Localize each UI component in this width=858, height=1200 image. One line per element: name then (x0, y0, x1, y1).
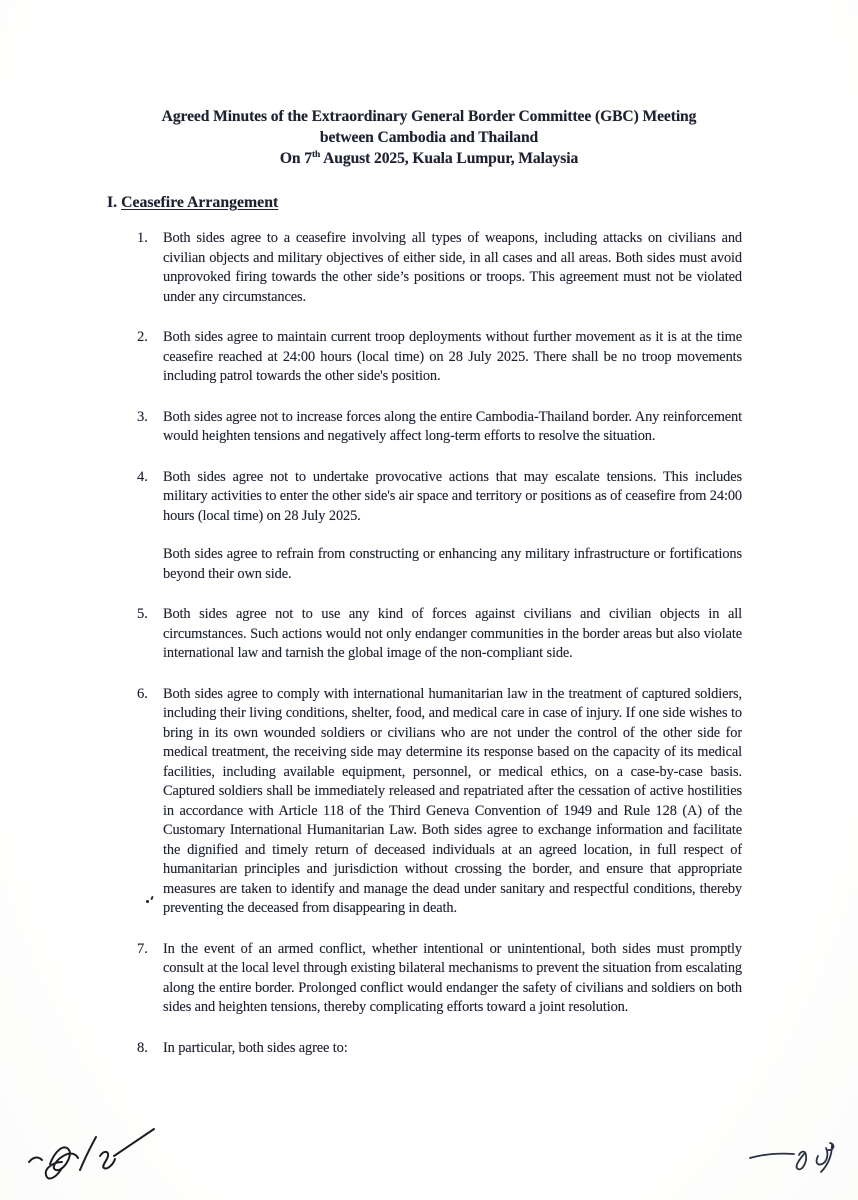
list-item-1 (137, 229, 742, 307)
item-number: 8. (137, 1039, 148, 1056)
signature-right-handwritten-initials (748, 1136, 844, 1178)
numbered-list (137, 229, 742, 1058)
item-number: 5. (137, 606, 148, 622)
title-date-prefix: On 7 (279, 150, 312, 167)
signature-left-handwritten-initials (24, 1108, 158, 1186)
list-item-2 (137, 328, 742, 387)
item-text: Both sides agree not to undertake provocative actions that may escalate tensions. This includes military activities to enter the other side's air space and territory or positions as of ceasefire from 24:00 hours (local time) on 28 July 2025. (163, 468, 742, 524)
section-heading (107, 194, 858, 212)
section-title: Ceasefire Arrangement (121, 194, 279, 211)
item-text: Both sides agree to maintain current troop deployments without further movement as it is at the time ceasefire reached at 24:00 hours (local time) on 28 July 2025. There shall be no troop movements including patrol towards the other side's position. (163, 329, 742, 384)
item-text: Both sides agree to a ceasefire involving all types of weapons, including attacks on civilians and civilian objects and military objectives of either side, in all cases and all areas. Both sides must avoid unprovoked firing towards the other side’s positions or troops. This agreement must not be violated under any circumstances. (163, 230, 742, 305)
item-number: 7. (137, 940, 148, 957)
title-line-3 (0, 148, 858, 169)
list-item-5 (137, 605, 742, 664)
item-text: Both sides agree not to use any kind of forces against civilians and civilian objects in all circumstances. Such actions would not only endanger communities in the border areas but also violate international law and tarnish the global image of the non-compliant side. (163, 606, 742, 661)
title-date-rest: August 2025, Kuala Lumpur, Malaysia (320, 150, 579, 167)
item-number: 6. (137, 685, 148, 702)
item-number: 4. (137, 468, 148, 485)
item-text: Both sides agree not to increase forces along the entire Cambodia-Thailand border. Any reinforcement would heighten tensions and negatively affect long-term efforts to resolve the situation. (163, 408, 742, 444)
list-item-8 (137, 1039, 742, 1059)
item-text-continuation: Both sides agree to refrain from constructing or enhancing any military infrastructure or fortifications beyond their own side. (163, 546, 742, 582)
list-item-3 (137, 408, 742, 447)
item-number: 3. (137, 408, 148, 425)
item-text: In particular, both sides agree to: (163, 1039, 348, 1056)
list-item-4 (137, 468, 742, 585)
item-text: Both sides agree to comply with international humanitarian law in the treatment of captured soldiers, including their living conditions, shelter, food, and medical care in case of injury. If one side wishes to bring in its own wounded soldiers or civilians who are not under the control of the other side for medical treatment, the receiving side may determine its response based on the capacity of its medical facilities, including available equipment, personnel, or medical ethics, on a case-by-case basis. Captured soldiers shall be immediately released and repatriated after the cessation of active hostilities in accordance with Article 118 of the Third Geneva Convention of 1949 and Rule 128 (A) of the Customary International Humanitarian Law. Both sides agree to exchange information and facilitate the dignified and timely return of deceased individuals at an agreed location, in full respect of humanitarian principles and jurisdiction without crossing the border, and ensure that appropriate measures are taken to identify and manage the dead under sanitary and respectful conditions, thereby preventing the deceased from disappearing in death. (163, 685, 742, 916)
list-item-6 (137, 685, 742, 919)
item-number: 2. (137, 329, 148, 345)
list-item-7 (137, 940, 742, 1018)
title-line-2: between Cambodia and Thailand (319, 129, 539, 146)
item-number: 1. (137, 230, 148, 246)
title-date-ordinal: th (311, 149, 321, 160)
item-text-group (163, 468, 742, 585)
title-line-1: Agreed Minutes of the Extraordinary General Border Committee (GBC) Meeting (161, 108, 697, 125)
document-title (0, 106, 858, 169)
item-text: In the event of an armed conflict, whether intentional or unintentional, both sides must promptly consult at the local level through existing bilateral mechanisms to prevent the situation from escalating along the entire border. Prolonged conflict would endanger the safety of civilians and soldiers on both sides and heighten tensions, thereby complicating efforts toward a joint resolution. (163, 940, 742, 1015)
section-numeral: I. (107, 194, 118, 211)
stray-ink-mark (146, 896, 154, 904)
